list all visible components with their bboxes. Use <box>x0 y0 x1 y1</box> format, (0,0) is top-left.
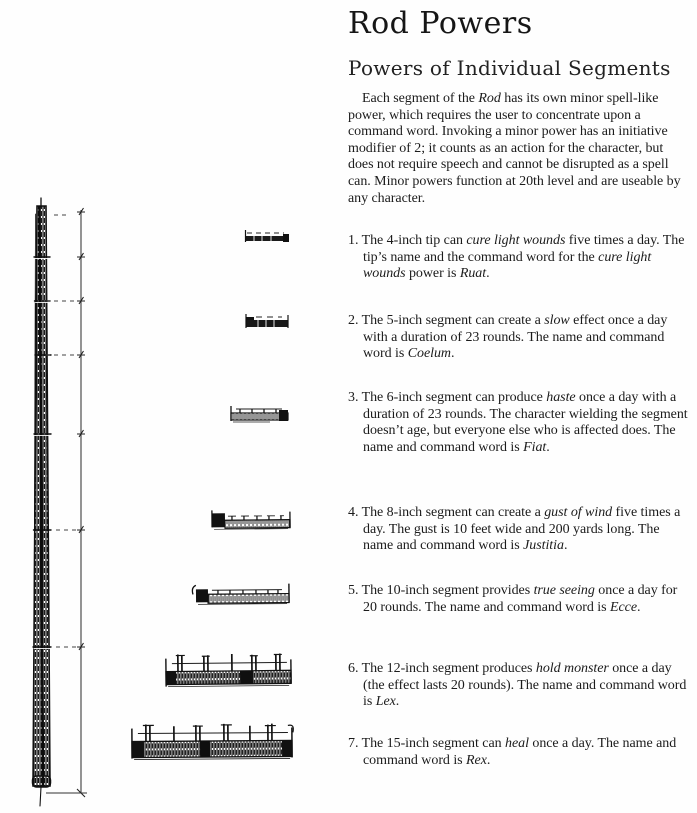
list-item-3: 3. The 6-inch segment can produce haste once a day with a duration of 23 rounds. The character wielding the segment doesn’t age, but everyone else who is affected does. The name and command word is Fiat. <box>348 390 688 455</box>
segment-sketch-7 <box>132 723 294 759</box>
list-item-5: 5. The 10-inch segment provides true seeing once a day for 20 rounds. The name and command word is Ecce. <box>348 583 678 615</box>
assembled-rod <box>33 198 52 806</box>
list-item-6: 6. The 12-inch segment produces hold monster once a day (the effect lasts 20 rounds). The name and command word is Lex. <box>348 661 687 710</box>
segment-sketch-2 <box>246 314 288 328</box>
segment-sketch-3 <box>231 406 288 422</box>
list-item-4: 4. The 8-inch segment can create a gust of wind five times a day. The gust is 10 feet wide and 200 yards long. The name and command word is Justitia. <box>348 505 681 554</box>
list-item-1: 1. The 4-inch tip can cure light wounds five times a day. The tip’s name and the command word for the cure light wounds power is Ruat. <box>348 233 685 282</box>
segment-sketch-1 <box>245 230 289 242</box>
page-title: Rod Powers <box>348 6 533 41</box>
segment-sketch-4 <box>212 510 290 530</box>
list-item-7: 7. The 15-inch segment can heal once a day. The name and command word is Rex. <box>348 736 677 768</box>
segment-sketch-5 <box>192 584 289 605</box>
section-subtitle: Powers of Individual Segments <box>348 56 671 80</box>
text-column <box>348 0 692 813</box>
rod-illustration <box>0 0 340 813</box>
intro-paragraph: Each segment of the Rod has its own minor spell-like power, which requires the user to concentrate upon a command word. Invoking a minor power has an initiative modifier of 2; it counts as an action for the character, but does not require speech and cannot be disrupted as a spell can. Minor powers function at 20th level and are useable by any character. <box>348 91 681 206</box>
list-item-2: 2. The 5-inch segment can create a slow effect once a day with a duration of 23 rounds. The name and command word is Coelum. <box>348 313 668 362</box>
measuring-line <box>46 208 87 797</box>
segment-sketch-6 <box>166 653 291 686</box>
